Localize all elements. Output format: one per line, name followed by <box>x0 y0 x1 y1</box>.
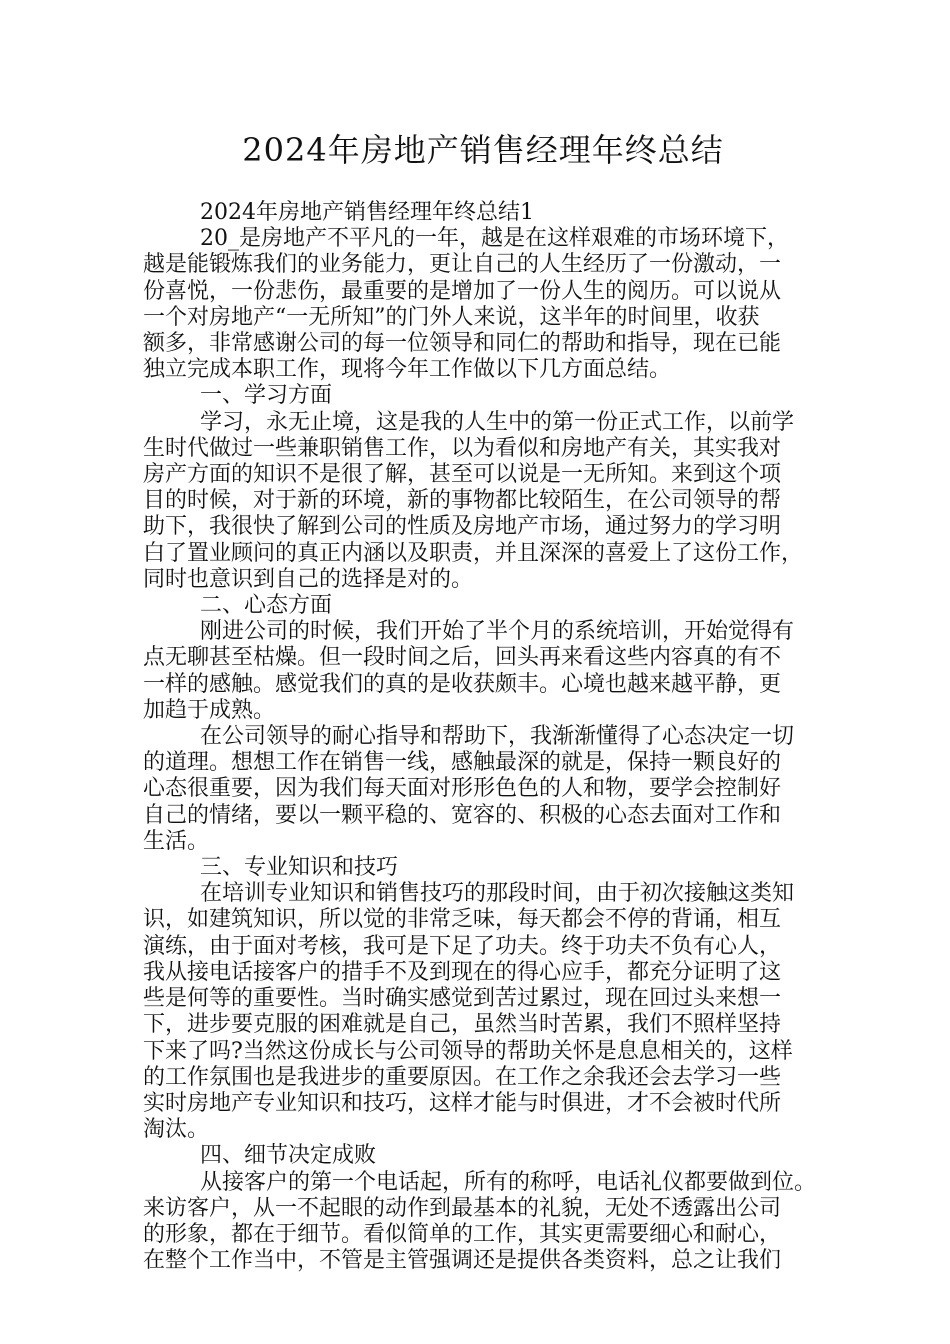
text-line: 一样的感触。感觉我们的真的是收获颇丰。心境也越来越平静，更 <box>143 671 782 697</box>
text-line: 自己的情绪，要以一颗平稳的、宽容的、积极的心态去面对工作和 <box>143 802 782 828</box>
text-line: 的道理。想想工作在销售一线，感触最深的就是，保持一颗良好的 <box>143 750 782 776</box>
text-line: 识，如建筑知识，所以觉的非常乏味，每天都会不停的背诵，相互 <box>143 907 782 933</box>
text-line: 独立完成本职工作，现将今年工作做以下几方面总结。 <box>143 357 672 383</box>
text-line: 心态很重要，因为我们每天面对形形色色的人和物，要学会控制好 <box>143 776 782 802</box>
text-line: 加趋于成熟。 <box>143 697 276 723</box>
document-page <box>143 128 823 1274</box>
text-line: 白了置业顾问的真正内涵以及职责，并且深深的喜爱上了这份工作， <box>143 540 804 566</box>
document-body <box>143 200 823 1274</box>
text-line: 二、心态方面 <box>200 593 333 619</box>
text-line: 淘汰。 <box>143 1117 210 1143</box>
text-line: 一个对房地产“一无所知”的门外人来说，这半年的时间里，收获 <box>143 304 760 330</box>
text-line: 下来了吗?当然这份成长与公司领导的帮助关怀是息息相关的，这样 <box>143 1038 793 1064</box>
text-line: 刚进公司的时候，我们开始了半个月的系统培训，开始觉得有 <box>200 619 795 645</box>
text-line: 越是能锻炼我们的业务能力，更让自己的人生经历了一份激动，一 <box>143 252 782 278</box>
text-line: 点无聊甚至枯燥。但一段时间之后，回头再来看这些内容真的有不 <box>143 645 782 671</box>
text-line: 生时代做过一些兼职销售工作，以为看似和房地产有关，其实我对 <box>143 435 782 461</box>
text-line: 生活。 <box>143 828 210 854</box>
text-line: 从接客户的第一个电话起，所有的称呼，电话礼仪都要做到位。 <box>200 1169 817 1195</box>
text-line: 房产方面的知识不是很了解，甚至可以说是一无所知。来到这个项 <box>143 462 782 488</box>
text-line: 一、学习方面 <box>200 383 333 409</box>
text-line: 同时也意识到自己的选择是对的。 <box>143 566 474 592</box>
text-line: 下，进步要克服的困难就是自己，虽然当时苦累，我们不照样坚持 <box>143 1012 782 1038</box>
text-line: 四、细节决定成败 <box>200 1143 377 1169</box>
text-line: 在公司领导的耐心指导和帮助下，我渐渐懂得了心态决定一切 <box>200 724 795 750</box>
text-line: 助下，我很快了解到公司的性质及房地产市场，通过努力的学习明 <box>143 514 782 540</box>
text-line: 来访客户，从一不起眼的动作到最基本的礼貌，无处不透露出公司 <box>143 1195 782 1221</box>
document-title: 2024年房地产销售经理年终总结 <box>242 131 724 169</box>
text-line: 我从接电话接客户的措手不及到现在的得心应手，都充分证明了这 <box>143 959 782 985</box>
text-line: 学习，永无止境，这是我的人生中的第一份正式工作，以前学 <box>200 409 795 435</box>
text-line: 三、专业知识和技巧 <box>200 855 399 881</box>
text-line: 2024年房地产销售经理年终总结1 <box>200 200 534 225</box>
text-line: 的工作氛围也是我进步的重要原因。在工作之余我还会去学习一些 <box>143 1064 782 1090</box>
text-line: 实时房地产专业知识和技巧，这样才能与时俱进，才不会被时代所 <box>143 1090 782 1116</box>
text-line: 演练，由于面对考核，我可是下足了功夫。终于功夫不负有心人， <box>143 933 782 959</box>
text-line: 在整个工作当中，不管是主管强调还是提供各类资料，总之让我们 <box>143 1248 782 1274</box>
text-line: 的形象，都在于细节。看似简单的工作，其实更需要细心和耐心， <box>143 1221 782 1247</box>
text-line: 20_是房地产不平凡的一年，越是在这样艰难的市场环境下， <box>200 226 789 252</box>
text-line: 目的时候，对于新的环境，新的事物都比较陌生，在公司领导的帮 <box>143 488 782 514</box>
text-line: 在培训专业知识和销售技巧的那段时间，由于初次接触这类知 <box>200 881 795 907</box>
text-line: 额多，非常感谢公司的每一位领导和同仁的帮助和指导，现在已能 <box>143 331 782 357</box>
text-line: 些是何等的重要性。当时确实感觉到苦过累过，现在回过头来想一 <box>143 986 782 1012</box>
text-line: 份喜悦，一份悲伤，最重要的是增加了一份人生的阅历。可以说从 <box>143 278 782 304</box>
